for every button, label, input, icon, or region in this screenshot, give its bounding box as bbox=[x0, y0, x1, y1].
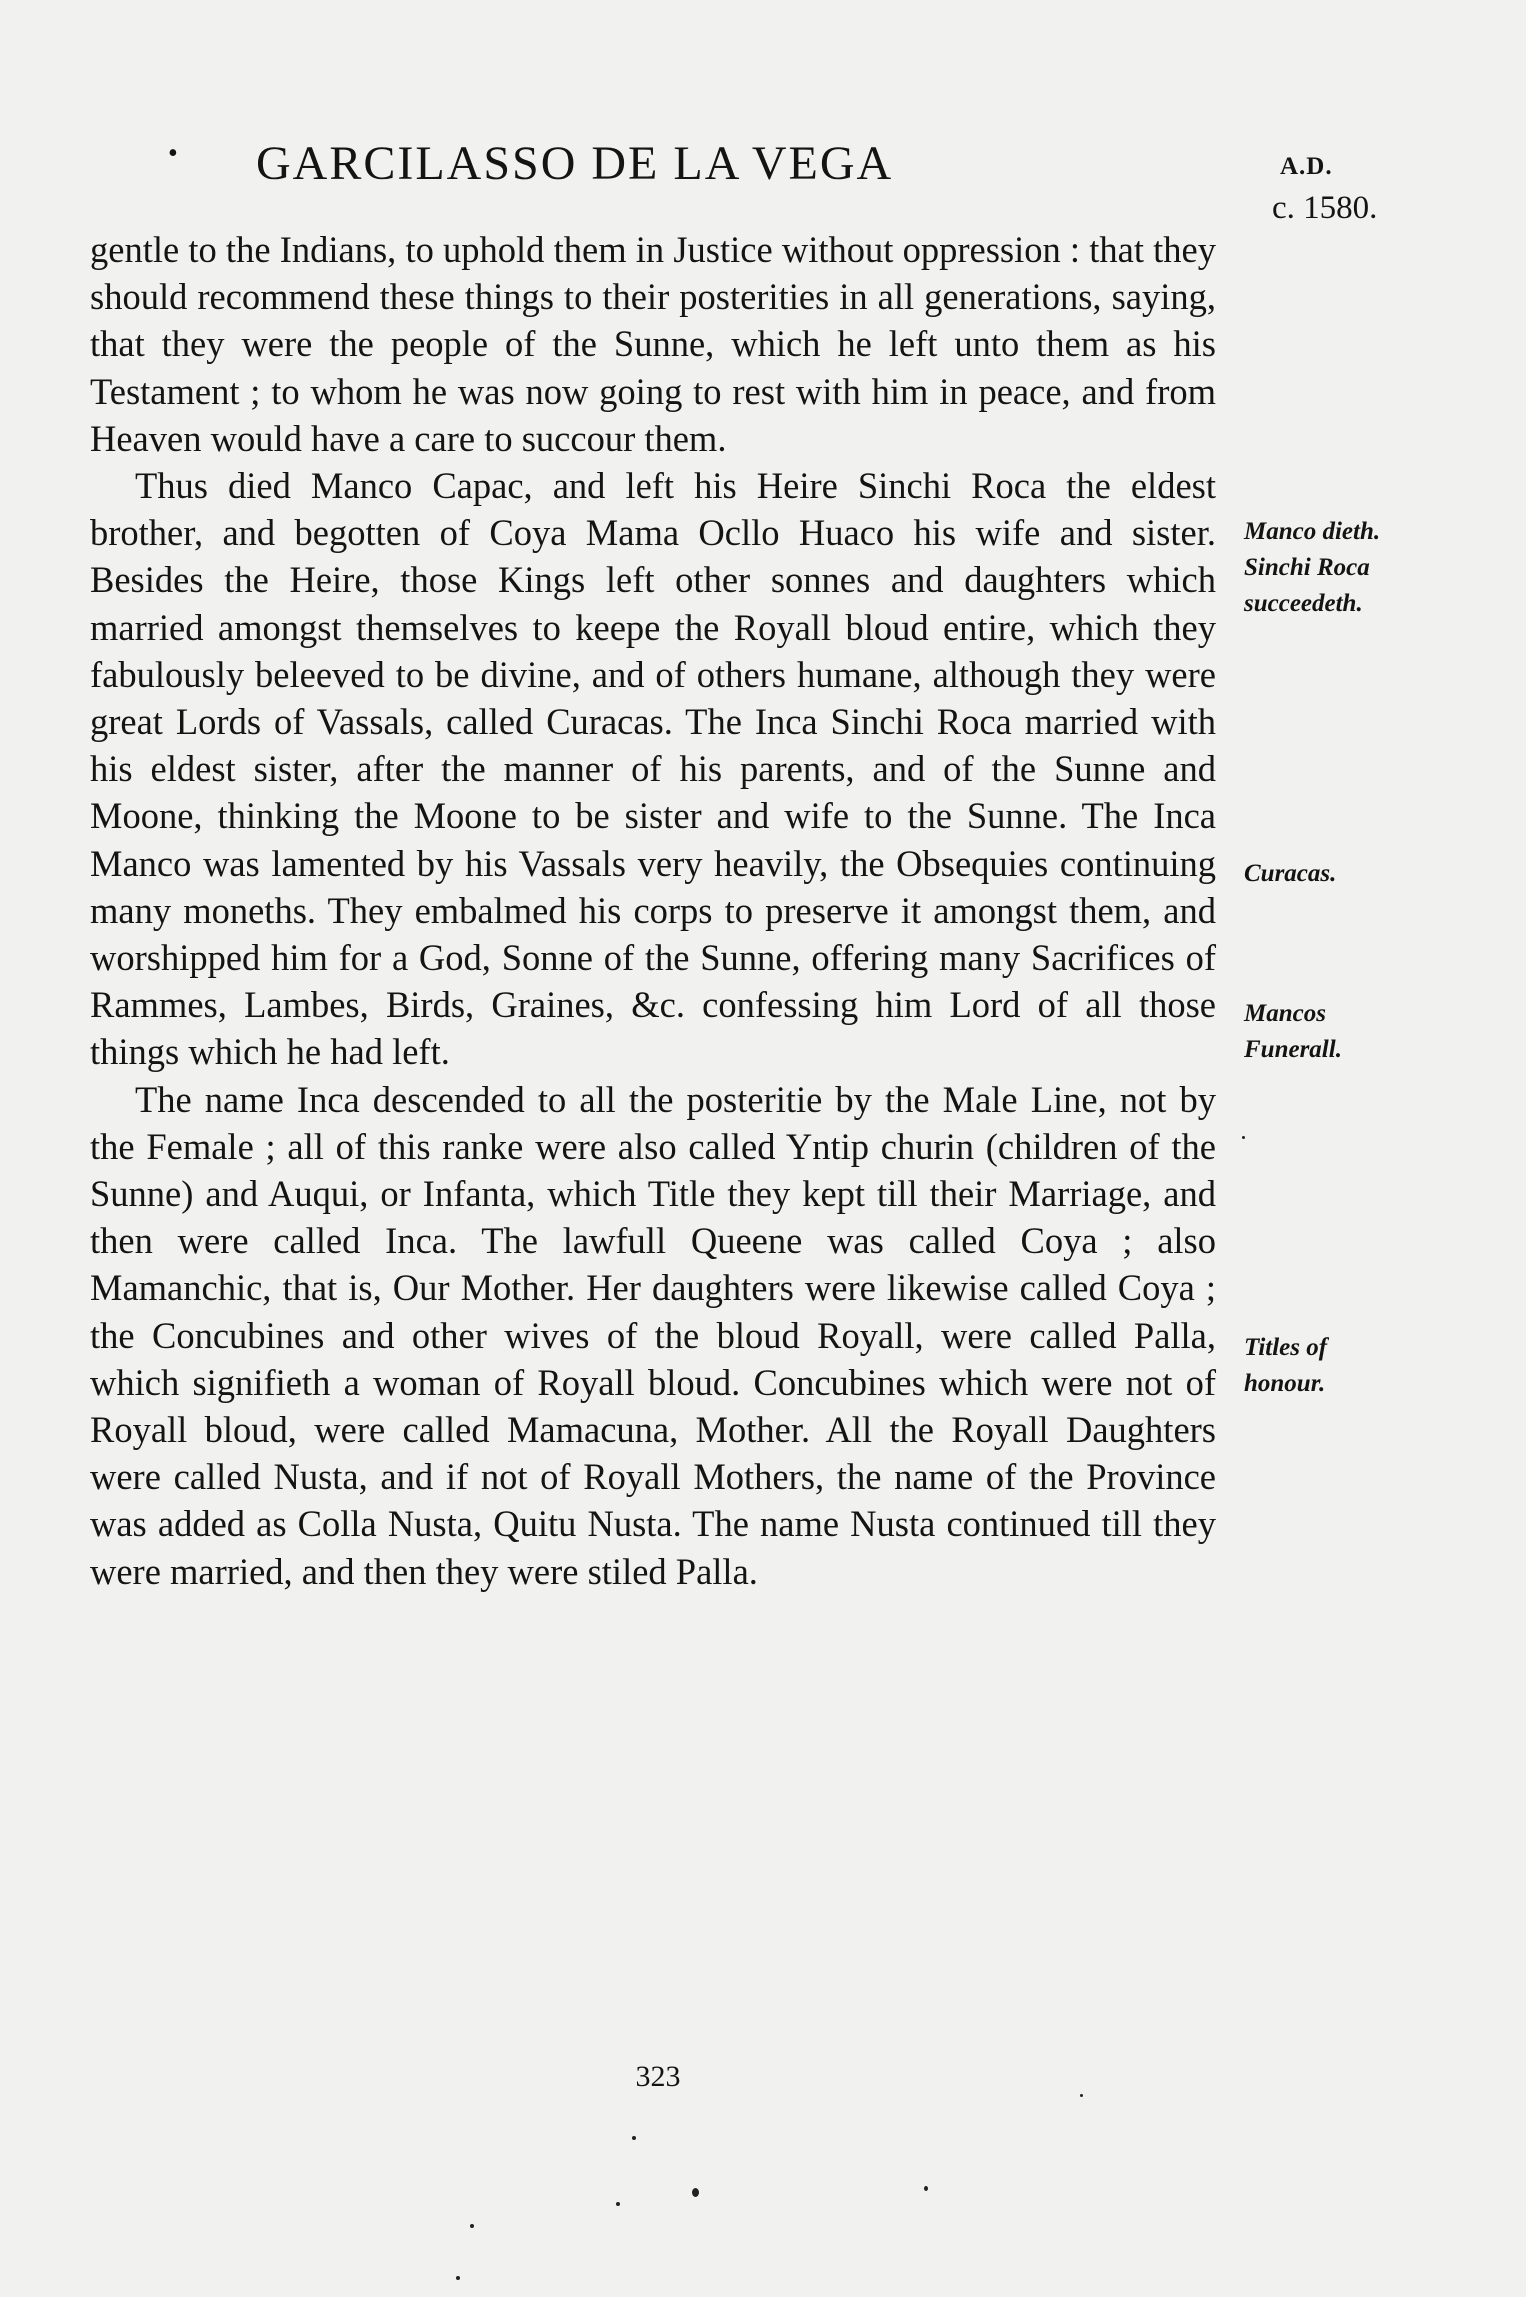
paragraph-2: Thus died Manco Capac, and left his Heire Sinchi Roca the eldest brother, and begotten of Coya Mama Ocllo Huaco his wife and sister. Besides the Heire, those Kings left other sonnes and daughters which married amongst themselves to keepe the Royall bloud entire, which they fabulously beleeved to be divine, and of others humane, although they were great Lords of Vassals, called Curacas. The Inca Sinchi Roca married with his eldest sister, after the manner of his parents, and of the Sunne and Moone, thinking the Moone to be sister and wife to the Sunne. The Inca Manco was lamented by his Vassals very heavily, the Obsequies continuing many moneths. They embalmed his corps to preserve it amongst them, and worshipped him for a God, Sonne of the Sunne, offering many Sacrifices of Rammes, Lambes, Birds, Graines, &c. confessing him Lord of all those things which he had left. bbox=[90, 465, 1216, 1073]
ink-speck bbox=[692, 2188, 699, 2197]
year-label: A.D. bbox=[1280, 153, 1333, 180]
ink-speck bbox=[1242, 1136, 1245, 1139]
margin-note-mancos-funerall: Mancos Funerall. bbox=[1244, 1000, 1342, 1063]
year-value: c. 1580. bbox=[1272, 190, 1378, 226]
ink-speck bbox=[470, 2224, 474, 2228]
ink-speck bbox=[924, 2186, 928, 2191]
body-text bbox=[90, 226, 1216, 1595]
margin-note-manco-dieth: Manco dieth. Sinchi Roca succeedeth. bbox=[1244, 518, 1381, 617]
ink-speck bbox=[632, 2136, 636, 2140]
header-bullet: • bbox=[168, 138, 178, 169]
margin-note-titles-of-honour: Titles of honour. bbox=[1244, 1334, 1328, 1397]
ink-speck bbox=[616, 2202, 620, 2206]
ink-speck bbox=[456, 2276, 460, 2280]
running-title: GARCILASSO DE LA VEGA bbox=[256, 137, 894, 190]
ink-speck bbox=[1080, 2094, 1083, 2097]
paragraph-1: gentle to the Indians, to uphold them in Justice without oppression : that they should recommend these things to their posterities in all generations, saying, that they were the people of the Sunne, which he left unto them as his Testament ; to whom he was now going to rest with him in peace, and from Heaven would have a care to succour them. bbox=[90, 229, 1216, 459]
page-number: 323 bbox=[635, 2060, 681, 2093]
paragraph-3: The name Inca descended to all the posteritie by the Male Line, not by the Female ; all of this ranke were also called Yntip churin (children of the Sunne) and Auqui, or Infanta, which Title they kept till their Marriage, and then were called Inca. The lawfull Queene was called Coya ; also Mamanchic, that is, Our Mother. Her daughters were likewise called Coya ; the Concubines and other wives of the bloud Royall, were called Palla, which signifieth a woman of Royall bloud. Concubines which were not of Royall bloud, were called Mamacuna, Mother. All the Royall Daughters were called Nusta, and if not of Royall Mothers, the name of the Province was added as Colla Nusta, Quitu Nusta. The name Nusta continued till they were married, and then they were stiled Palla. bbox=[90, 1078, 1216, 1592]
margin-note-curacas: Curacas. bbox=[1244, 860, 1337, 887]
